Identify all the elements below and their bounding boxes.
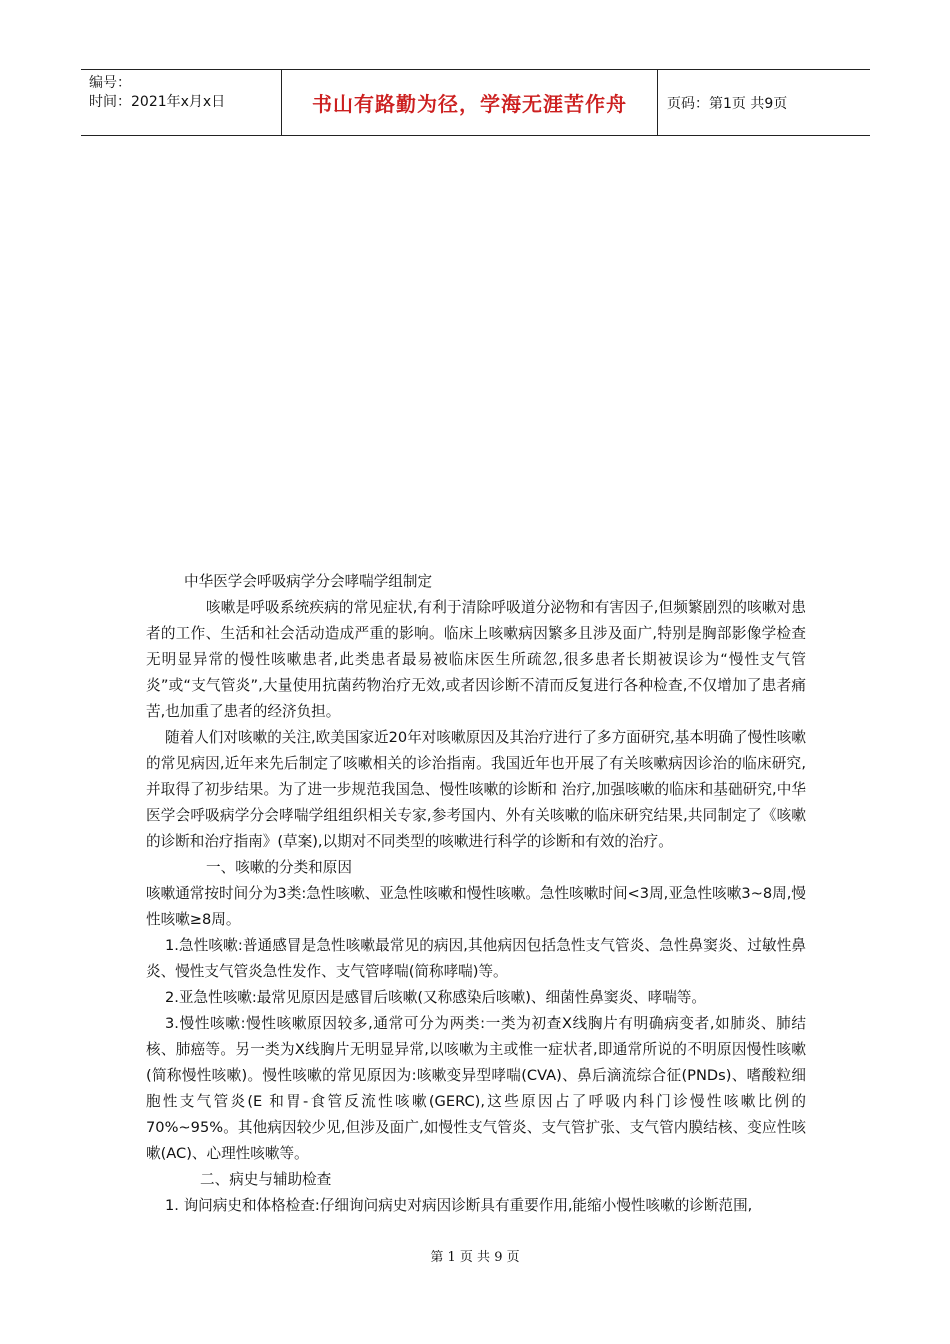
document-body: [146, 569, 806, 1219]
paragraph-background: 随着人们对咳嗽的关注,欧美国家近20年对咳嗽原因及其治疗进行了多方面研究,基本明确了慢性咳嗽的常见病因,近年来先后制定了咳嗽相关的诊治指南。我国近年也开展了有关咳嗽病因诊治的临床研究,并取得了初步结果。为了进一步规范我国急、慢性咳嗽的诊断和 治疗,加强咳嗽的临床和基础研究,中华医学会呼吸病学分会哮喘学组组织相关专家,参考国内、外有关咳嗽的临床研究结果,共同制定了《咳嗽的诊断和治疗指南》(草案),以期对不同类型的咳嗽进行科学的诊断和有效的治疗。: [146, 729, 806, 850]
paragraph-acute-cough: 1.急性咳嗽:普通感冒是急性咳嗽最常见的病因,其他病因包括急性支气管炎、急性鼻窦炎、过敏性鼻炎、慢性支气管炎急性发作、支气管哮喘(简称哮喘)等。: [146, 937, 806, 980]
header-motto: 书山有路勤为径，学海无涯苦作舟: [282, 70, 658, 135]
paragraph-subacute-cough: 2.亚急性咳嗽:最常见原因是感冒后咳嗽(又称感染后咳嗽)、细菌性鼻窦炎、哮喘等。: [165, 989, 707, 1006]
document-number-label: 编号：: [89, 75, 131, 91]
header-page-indicator: 页码：第1页 共9页: [667, 95, 788, 112]
paragraph-intro: 咳嗽是呼吸系统疾病的常见症状,有利于清除呼吸道分泌物和有害因子,但频繁剧烈的咳嗽对患者的工作、生活和社会活动造成严重的影响。临床上咳嗽病因繁多且涉及面广,特别是胸部影像学检查无明显异常的慢性咳嗽患者,此类患者最易被临床医生所疏忽,很多患者长期被误诊为“慢性支气管炎”或“支气管炎”,大量使用抗菌药物治疗无效,或者因诊断不清而反复进行各种检查,不仅增加了患者痛苦,也加重了患者的经济负担。: [146, 599, 806, 720]
document-time-label: 时间：2021年x月x日: [89, 94, 226, 110]
section-heading-history: 二、病史与辅助检查: [200, 1171, 332, 1188]
page-footer: 第 1 页 共 9 页: [430, 1250, 520, 1265]
header-meta-cell: [81, 70, 282, 135]
paragraph-classification: 咳嗽通常按时间分为3类:急性咳嗽、亚急性咳嗽和慢性咳嗽。急性咳嗽时间<3周,亚急性咳嗽3~8周,慢性咳嗽≥8周。: [146, 885, 806, 928]
paragraph-history: 1. 询问病史和体格检查:仔细询问病史对病因诊断具有重要作用,能缩小慢性咳嗽的诊断范围,: [165, 1197, 753, 1214]
paragraph-chronic-cough: 3.慢性咳嗽:慢性咳嗽原因较多,通常可分为两类:一类为初查X线胸片有明确病变者,如肺炎、肺结核、肺癌等。另一类为X线胸片无明显异常,以咳嗽为主或惟一症状者,即通常所说的不明原因慢性咳嗽(简称慢性咳嗽)。慢性咳嗽的常见原因为:咳嗽变异型哮喘(CVA)、鼻后滴流综合征(PNDs)、嗜酸粒细胞性支气管炎(E 和胃-食管反流性咳嗽(GERC),这些原因占了呼吸内科门诊慢性咳嗽比例的70%~95%。其他病因较少见,但涉及面广,如慢性支气管炎、支气管扩张、支气管内膜结核、变应性咳嗽(AC)、心理性咳嗽等。: [146, 1015, 806, 1162]
section-heading-classification: 一、咳嗽的分类和原因: [206, 859, 352, 876]
author-line: 中华医学会呼吸病学分会哮喘学组制定: [184, 573, 433, 590]
page-header: [81, 69, 870, 136]
